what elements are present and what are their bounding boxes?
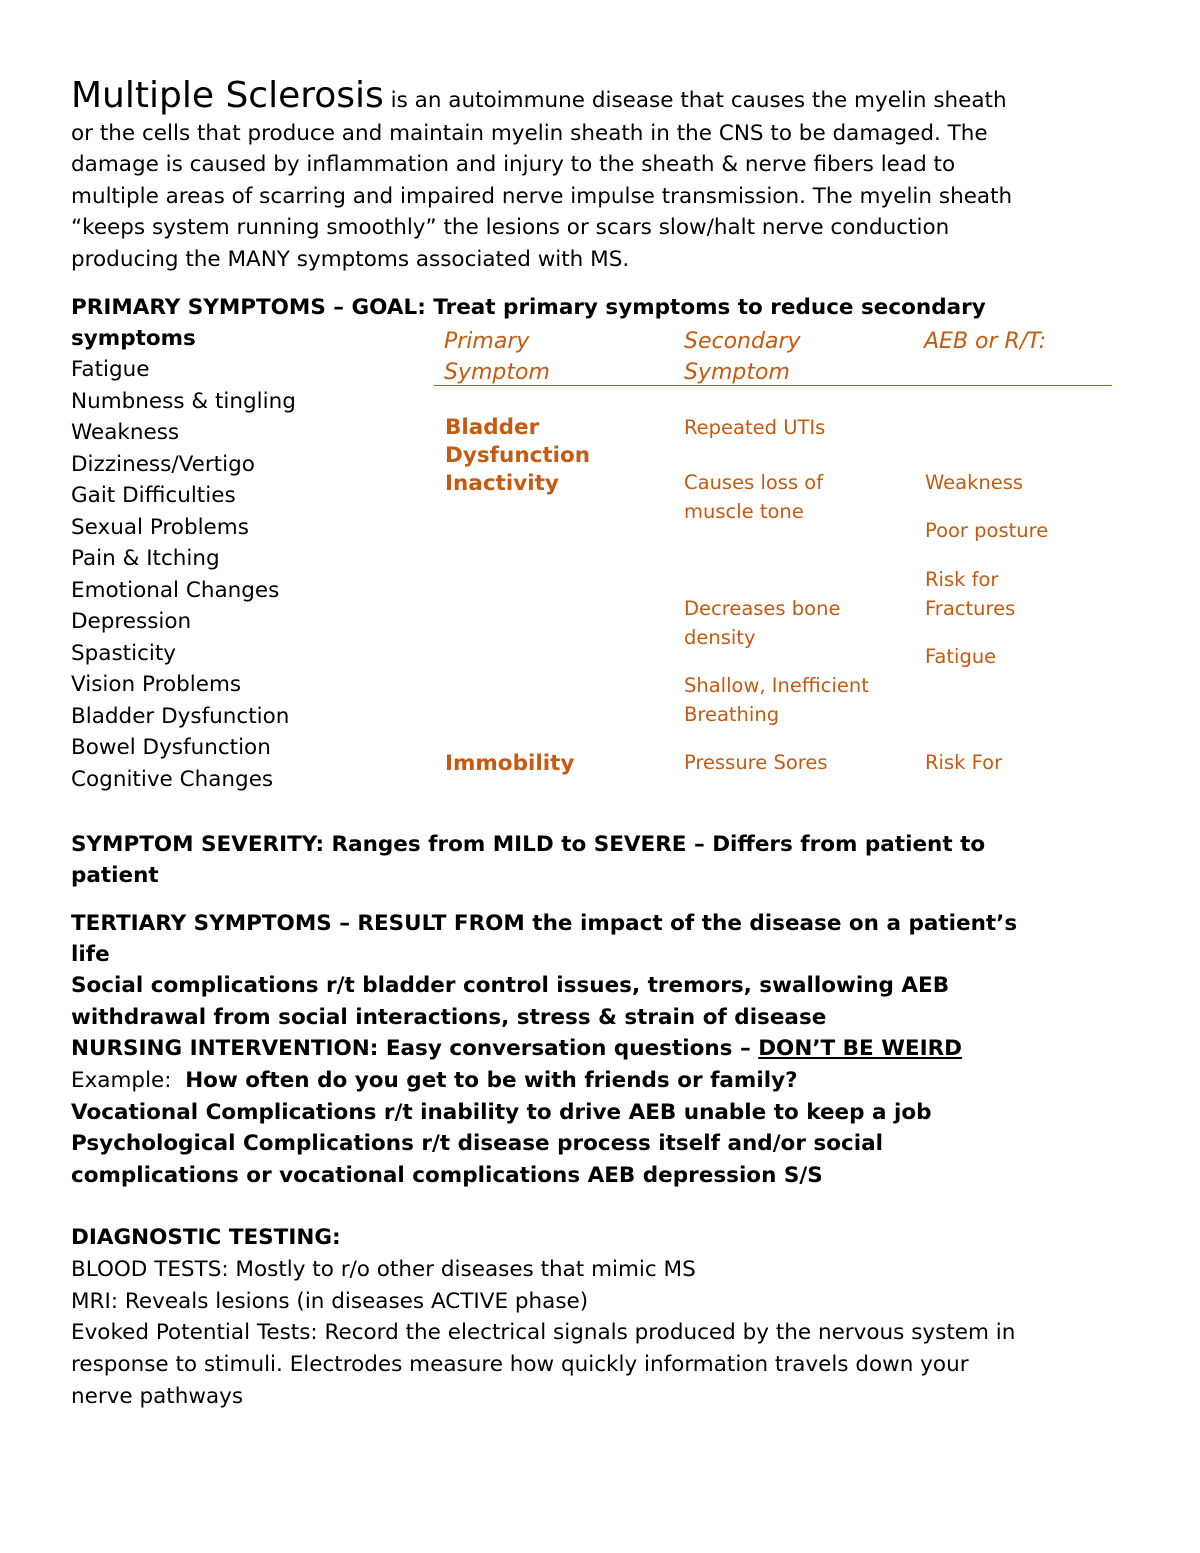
list-item: Numbness & tingling xyxy=(71,388,296,414)
severity-heading-cont: patient xyxy=(71,863,159,888)
nursing-intervention-text: NURSING INTERVENTION: Easy conversation questions – xyxy=(71,1036,759,1061)
table-cell-secondary: Repeated UTIs xyxy=(684,416,826,439)
document-title: Multiple Sclerosis xyxy=(71,75,384,116)
list-item: Weakness xyxy=(71,420,180,445)
primary-heading-cont: symptoms xyxy=(71,326,196,351)
table-cell-aeb: Weakness xyxy=(925,471,1024,494)
table-header-divider xyxy=(434,385,1112,386)
list-item: Emotional Changes xyxy=(71,577,280,603)
primary-symptom-list xyxy=(71,354,296,795)
table-header-primary: Primary xyxy=(444,329,530,354)
social-complications-cont: withdrawal from social interactions, stress & strain of disease xyxy=(71,1005,827,1030)
table-cell-secondary: Breathing xyxy=(684,703,780,726)
intro-first-line xyxy=(71,76,1007,116)
intro-line: or the cells that produce and maintain myelin sheath in the CNS to be damaged. The xyxy=(71,121,988,146)
list-item: Spasticity xyxy=(71,640,177,666)
list-item: Vision Problems xyxy=(71,672,242,697)
table-cell-secondary: Shallow, Inefficient xyxy=(684,674,869,697)
table-cell-primary: Inactivity xyxy=(445,471,559,496)
diagnostic-heading: DIAGNOSTIC TESTING: xyxy=(71,1225,341,1250)
diagnostic-line: response to stimuli. Electrodes measure how quickly information travels down your xyxy=(71,1352,969,1377)
table-header-secondary: Secondary xyxy=(684,329,801,354)
table-cell-aeb: Fractures xyxy=(925,597,1016,620)
psychological-complications: Psychological Complications r/t disease process itself and/or social xyxy=(71,1131,883,1156)
table-cell-primary: Immobility xyxy=(445,751,575,776)
list-item: Dizziness/Vertigo xyxy=(71,451,255,477)
list-item: Depression xyxy=(71,609,192,634)
psychological-complications-cont: complications or vocational complications AEB depression S/S xyxy=(71,1163,823,1188)
list-item: Cognitive Changes xyxy=(71,766,274,792)
table-cell-aeb: Fatigue xyxy=(925,645,997,668)
tertiary-heading: TERTIARY SYMPTOMS – RESULT FROM the impact of the disease on a patient’s xyxy=(71,911,1018,936)
severity-heading: SYMPTOM SEVERITY: Ranges from MILD to SEVERE – Differs from patient to xyxy=(71,832,986,857)
table-cell-aeb: Poor posture xyxy=(925,519,1049,542)
intro-first-line-text: is an autoimmune disease that causes the myelin sheath xyxy=(383,88,1007,113)
table-cell-secondary: muscle tone xyxy=(684,500,804,523)
table-cell-secondary: Pressure Sores xyxy=(684,751,828,774)
example-question: How often do you get to be with friends or family? xyxy=(185,1068,798,1093)
table-header-primary-cont: Symptom xyxy=(444,360,550,385)
list-item: Bowel Dysfunction xyxy=(71,735,271,760)
intro-line: “keeps system running smoothly” the lesions or scars slow/halt nerve conduction xyxy=(71,215,950,240)
nursing-intervention xyxy=(71,1033,962,1065)
list-item: Pain & Itching xyxy=(71,546,220,571)
intro-line: producing the MANY symptoms associated with MS. xyxy=(71,247,630,272)
table-cell-secondary: density xyxy=(684,626,756,649)
list-item: Bladder Dysfunction xyxy=(71,703,290,729)
list-item: Fatigue xyxy=(71,357,150,382)
table-cell-aeb: Risk for xyxy=(925,568,999,591)
intro-line: damage is caused by inflammation and injury to the sheath & nerve fibers lead to xyxy=(71,152,956,177)
primary-heading: PRIMARY SYMPTOMS – GOAL: Treat primary symptoms to reduce secondary xyxy=(71,295,986,320)
example-line xyxy=(71,1065,798,1097)
nursing-intervention-emphasis: DON’T BE WEIRD xyxy=(758,1036,963,1061)
diagnostic-line: BLOOD TESTS: Mostly to r/o other diseases that mimic MS xyxy=(71,1257,696,1282)
table-cell-secondary: Causes loss of xyxy=(684,471,824,494)
table-cell-primary: Dysfunction xyxy=(445,443,591,468)
list-item: Gait Difficulties xyxy=(71,483,236,508)
diagnostic-line: Evoked Potential Tests: Record the electrical signals produced by the nervous system in xyxy=(71,1320,1016,1345)
table-cell-secondary: Decreases bone xyxy=(684,597,841,620)
tertiary-heading-cont: life xyxy=(71,942,110,967)
diagnostic-line: MRI: Reveals lesions (in diseases ACTIVE phase) xyxy=(71,1289,589,1314)
intro-line: multiple areas of scarring and impaired nerve impulse transmission. The myelin sheath xyxy=(71,184,1013,209)
diagnostic-line: nerve pathways xyxy=(71,1384,244,1409)
list-item: Sexual Problems xyxy=(71,514,249,540)
social-complications: Social complications r/t bladder control issues, tremors, swallowing AEB xyxy=(71,973,950,998)
table-header-secondary-cont: Symptom xyxy=(684,360,790,385)
table-cell-primary: Bladder xyxy=(445,415,540,440)
vocational-complications: Vocational Complications r/t inability to drive AEB unable to keep a job xyxy=(71,1100,932,1125)
example-label: Example: xyxy=(71,1068,186,1093)
table-cell-aeb: Risk For xyxy=(925,751,1003,774)
table-header-aeb: AEB or R/T: xyxy=(924,329,1047,354)
